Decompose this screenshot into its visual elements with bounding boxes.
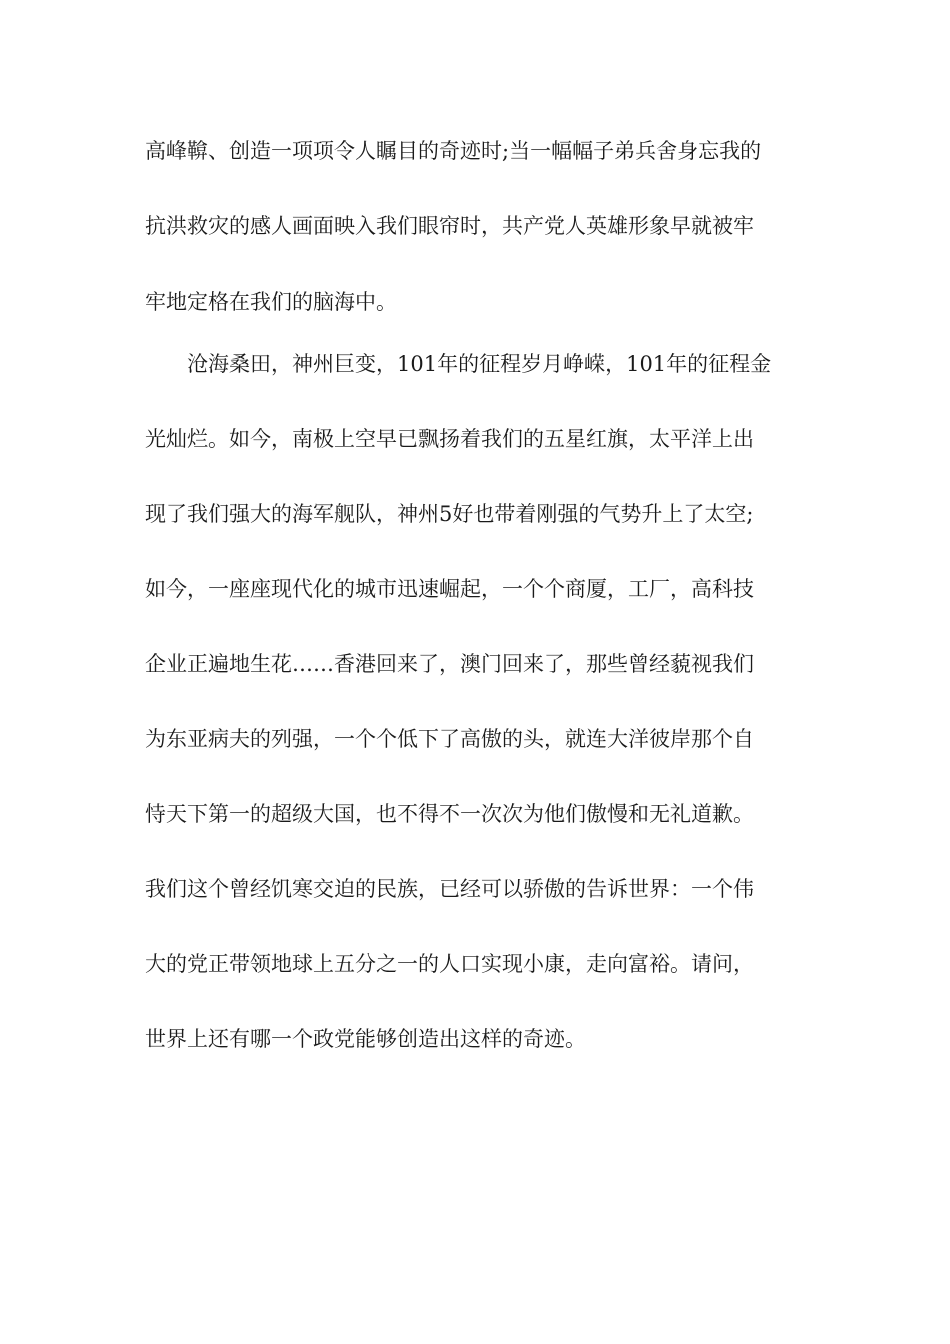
text-line: 抗洪救灾的感人画面映入我们眼帘时，共产党人英雄形象早就被牢 <box>145 214 754 238</box>
text-line: 现了我们强大的海军舰队，神州5好也带着刚强的气势升上了太空; <box>145 502 754 526</box>
text-line: 牢地定格在我们的脑海中。 <box>145 290 397 314</box>
text-line: 为东亚病夫的列强，一个个低下了高傲的头，就连大洋彼岸那个自 <box>145 727 754 751</box>
text-line: 恃天下第一的超级大国，也不得不一次次为他们傲慢和无礼道歉。 <box>145 802 754 826</box>
text-line: 企业正遍地生花……香港回来了，澳门回来了，那些曾经藐视我们 <box>145 652 754 676</box>
text-line: 高峰鞥、创造一项项令人瞩目的奇迹时;当一幅幅子弟兵舍身忘我的 <box>145 139 762 163</box>
text-line: 光灿烂。如今，南极上空早已飘扬着我们的五星红旗，太平洋上出 <box>145 427 754 451</box>
text-line: 如今，一座座现代化的城市迅速崛起，一个个商厦，工厂，高科技 <box>145 577 754 601</box>
text-line: 我们这个曾经饥寒交迫的民族，已经可以骄傲的告诉世界：一个伟 <box>145 877 754 901</box>
text-line: 世界上还有哪一个政党能够创造出这样的奇迹。 <box>145 1027 586 1051</box>
text-line: 大的党正带领地球上五分之一的人口实现小康，走向富裕。请问， <box>145 952 754 976</box>
text-line: 沧海桑田，神州巨变，101年的征程岁月峥嵘，101年的征程金 <box>187 352 772 376</box>
